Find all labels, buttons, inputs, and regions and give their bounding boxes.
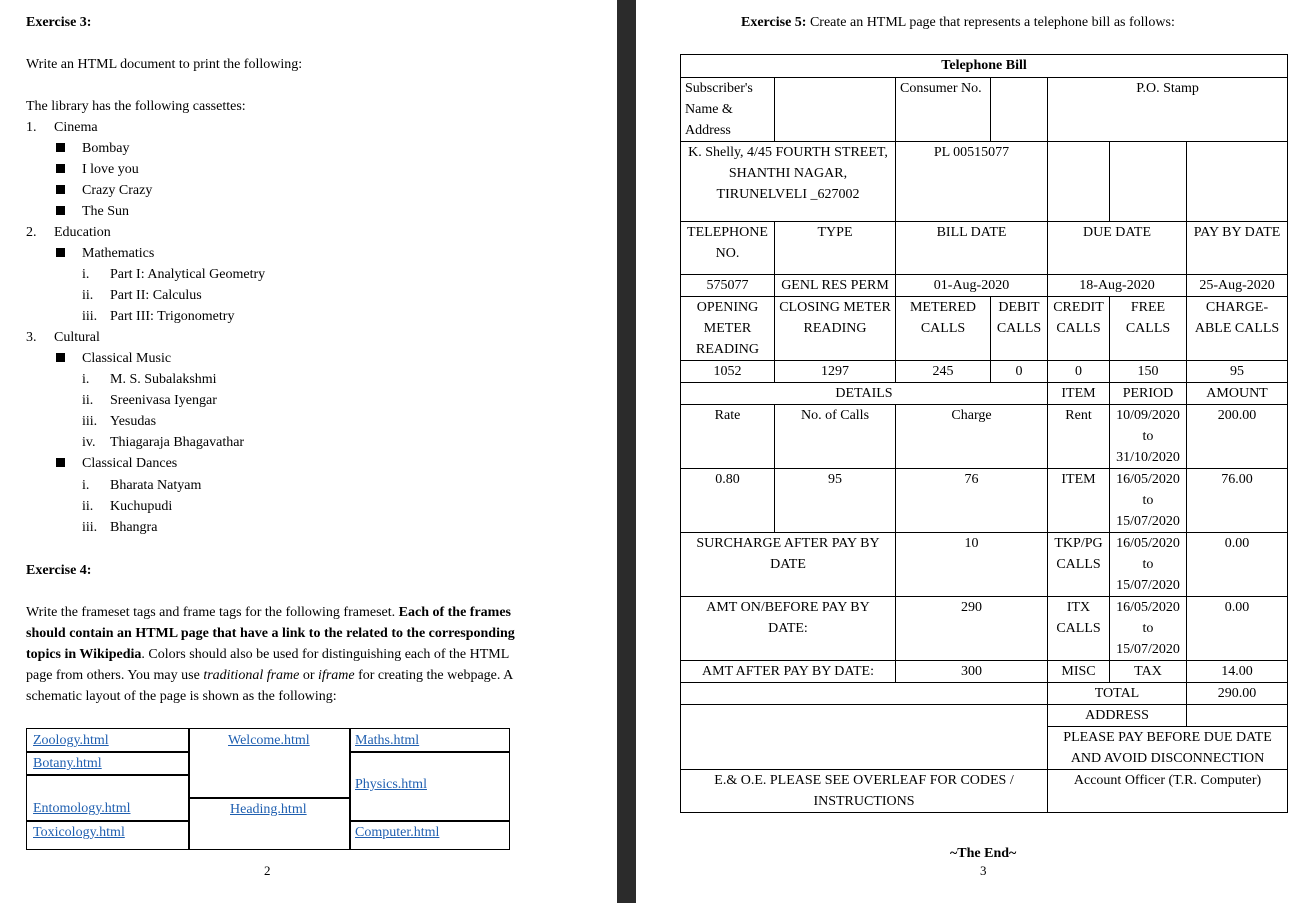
column-header: CREDIT CALLS — [1048, 297, 1110, 361]
eoe-notice: E.& O.E. PLEASE SEE OVERLEAF FOR CODES / INSTRUCTIONS — [681, 770, 1048, 813]
computer-link[interactable]: Computer.html — [355, 825, 440, 840]
the-end: ~The End~ — [950, 846, 1017, 861]
frame-divider — [188, 797, 349, 799]
roman-numeral: iii. — [82, 414, 98, 429]
list-number: 1. — [26, 120, 37, 135]
exercise-4-line: schematic layout of the page is shown as the following: — [26, 689, 337, 704]
charge-label: Charge — [896, 405, 1048, 469]
list-item: Bharata Natyam — [110, 478, 202, 493]
library-line: The library has the following cassettes: — [26, 99, 246, 114]
exercise-4-line: page from others. You may use traditional frame or iframe for creating the webpage. A — [26, 668, 514, 683]
botany-link[interactable]: Botany.html — [33, 756, 102, 771]
column-header: CLOSING METER READING — [775, 297, 896, 361]
column-header: PAY BY DATE — [1187, 222, 1288, 275]
list-item: I love you — [82, 162, 139, 177]
list-item: Part II: Calculus — [110, 288, 202, 303]
item-amount: 76.00 — [1187, 469, 1288, 533]
rent-amount: 200.00 — [1187, 405, 1288, 469]
empty-cell — [1110, 142, 1187, 222]
frame-divider — [27, 820, 188, 822]
exercise-4-line: Write the frameset tags and frame tags for the following frameset. Each of the frames — [26, 605, 512, 620]
list-item-cinema: Cinema — [54, 120, 98, 135]
maths-link[interactable]: Maths.html — [355, 733, 420, 748]
amt-after-value: 300 — [896, 661, 1048, 683]
amt-before-value: 290 — [896, 597, 1048, 661]
list-item-education: Education — [54, 225, 111, 240]
roman-numeral: ii. — [82, 499, 94, 514]
column-header: TELEPHONE NO. — [681, 222, 775, 275]
roman-numeral: iii. — [82, 309, 98, 324]
list-number: 3. — [26, 330, 37, 345]
rate-value: 0.80 — [681, 469, 775, 533]
details-header: DETAILS — [681, 383, 1048, 405]
empty-cell — [991, 78, 1048, 142]
roman-numeral: ii. — [82, 288, 94, 303]
bullet-square-icon — [56, 348, 65, 369]
metered-calls: 245 — [896, 361, 991, 383]
address-label: ADDRESS — [1048, 705, 1187, 727]
list-item-classical-dances: Classical Dances — [82, 456, 178, 471]
toxicology-link[interactable]: Toxicology.html — [33, 825, 125, 840]
charge-value: 76 — [896, 469, 1048, 533]
calls-value: 95 — [775, 469, 896, 533]
empty-cell — [1048, 142, 1110, 222]
list-number: 2. — [26, 225, 37, 240]
closing-reading: 1297 — [775, 361, 896, 383]
due-date: 18-Aug-2020 — [1048, 275, 1187, 297]
subscriber-address: K. Shelly, 4/45 FOURTH STREET, SHANTHI NAGAR, TIRUNELVELI _627002 — [681, 142, 896, 222]
roman-numeral: i. — [82, 267, 90, 282]
tax-label: TAX — [1110, 661, 1187, 683]
list-item: Thiagaraja Bhagavathar — [110, 435, 245, 450]
page-gutter — [617, 0, 636, 903]
item-period: 16/05/2020 to 15/07/2020 — [1110, 469, 1187, 533]
list-item: Bhangra — [110, 520, 158, 535]
frame-divider — [27, 751, 188, 753]
column-header: METERED CALLS — [896, 297, 991, 361]
account-officer: Account Officer (T.R. Computer) — [1048, 770, 1288, 813]
itx-amount: 0.00 — [1187, 597, 1288, 661]
page-number: 3 — [980, 863, 987, 878]
empty-cell — [1187, 705, 1288, 727]
list-item: Part I: Analytical Geometry — [110, 267, 266, 282]
list-item: Part III: Trigonometry — [110, 309, 235, 324]
roman-numeral: i. — [82, 478, 90, 493]
bill-date: 01-Aug-2020 — [896, 275, 1048, 297]
frame-divider — [188, 729, 190, 849]
exercise-3-instruction: Write an HTML document to print the following: — [26, 57, 303, 72]
physics-link[interactable]: Physics.html — [355, 777, 427, 792]
empty-cell — [681, 683, 1048, 705]
roman-numeral: iii. — [82, 520, 98, 535]
column-header: OPENING METER READING — [681, 297, 775, 361]
zoology-link[interactable]: Zoology.html — [33, 733, 109, 748]
amt-after-label: AMT AFTER PAY BY DATE: — [681, 661, 896, 683]
empty-cell — [681, 705, 1048, 770]
free-calls: 150 — [1110, 361, 1187, 383]
chargeable-calls: 95 — [1187, 361, 1288, 383]
tkp-amount: 0.00 — [1187, 533, 1288, 597]
column-header: DUE DATE — [1048, 222, 1187, 275]
bullet-square-icon — [56, 180, 65, 201]
exercise-4-line: should contain an HTML page that have a link to the related to the corresponding — [26, 626, 515, 641]
amt-before-label: AMT ON/BEFORE PAY BY DATE: — [681, 597, 896, 661]
consumer-label: Consumer No. — [896, 78, 991, 142]
itx-period: 16/05/2020 to 15/07/2020 — [1110, 597, 1187, 661]
consumer-number: PL 00515077 — [896, 142, 1048, 222]
column-header: CHARGE- ABLE CALLS — [1187, 297, 1288, 361]
left-page — [0, 0, 617, 903]
column-header: DEBIT CALLS — [991, 297, 1048, 361]
tax-amount: 14.00 — [1187, 661, 1288, 683]
rent-item: Rent — [1048, 405, 1110, 469]
po-stamp-label: P.O. Stamp — [1048, 78, 1288, 142]
item-header: ITEM — [1048, 383, 1110, 405]
column-header: FREE CALLS — [1110, 297, 1187, 361]
bullet-square-icon — [56, 138, 65, 159]
frame-divider — [349, 729, 351, 849]
opening-reading: 1052 — [681, 361, 775, 383]
subscriber-label: Subscriber's Name & Address — [681, 78, 775, 142]
list-item: Kuchupudi — [110, 499, 173, 514]
surcharge-label: SURCHARGE AFTER PAY BY DATE — [681, 533, 896, 597]
column-header: TYPE — [775, 222, 896, 275]
roman-numeral: iv. — [82, 435, 96, 450]
item-label: ITEM — [1048, 469, 1110, 533]
list-item: The Sun — [82, 204, 130, 219]
tkp-period: 16/05/2020 to 15/07/2020 — [1110, 533, 1187, 597]
bullet-square-icon — [56, 453, 65, 474]
misc-item: MISC — [1048, 661, 1110, 683]
list-item-classical-music: Classical Music — [82, 351, 172, 366]
rate-label: Rate — [681, 405, 775, 469]
surcharge-value: 10 — [896, 533, 1048, 597]
bullet-square-icon — [56, 201, 65, 222]
pay-by-date: 25-Aug-2020 — [1187, 275, 1288, 297]
period-header: PERIOD — [1110, 383, 1187, 405]
frame-divider — [27, 774, 188, 776]
telephone-number: 575077 — [681, 275, 775, 297]
heading-link[interactable]: Heading.html — [230, 802, 307, 817]
entomology-link[interactable]: Entomology.html — [33, 801, 131, 816]
debit-calls: 0 — [991, 361, 1048, 383]
list-item: Sreenivasa Iyengar — [110, 393, 217, 408]
empty-cell — [1187, 142, 1288, 222]
rent-period: 10/09/2020 to 31/10/2020 — [1110, 405, 1187, 469]
bullet-square-icon — [56, 159, 65, 180]
list-item-cultural: Cultural — [54, 330, 100, 345]
frame-divider — [349, 820, 509, 822]
exercise-3-title: Exercise 3: — [26, 15, 92, 30]
roman-numeral: ii. — [82, 393, 94, 408]
total-label: TOTAL — [1048, 683, 1187, 705]
list-item-mathematics: Mathematics — [82, 246, 155, 261]
column-header: BILL DATE — [896, 222, 1048, 275]
welcome-link[interactable]: Welcome.html — [228, 733, 310, 748]
exercise-4-line: topics in Wikipedia. Colors should also be used for distinguishing each of the HTML — [26, 647, 510, 662]
calls-label: No. of Calls — [775, 405, 896, 469]
empty-cell — [775, 78, 896, 142]
total-amount: 290.00 — [1187, 683, 1288, 705]
list-item: Crazy Crazy — [82, 183, 153, 198]
list-item: Yesudas — [110, 414, 157, 429]
itx-item: ITX CALLS — [1048, 597, 1110, 661]
bullet-square-icon — [56, 243, 65, 264]
amount-header: AMOUNT — [1187, 383, 1288, 405]
please-pay-notice: PLEASE PAY BEFORE DUE DATE AND AVOID DISCONNECTION — [1048, 727, 1288, 770]
bill-type: GENL RES PERM — [775, 275, 896, 297]
telephone-bill-table — [680, 54, 1288, 813]
exercise-4-title: Exercise 4: — [26, 563, 92, 578]
list-item: Bombay — [82, 141, 130, 156]
credit-calls: 0 — [1048, 361, 1110, 383]
tkp-item: TKP/PG CALLS — [1048, 533, 1110, 597]
bill-title: Telephone Bill — [681, 55, 1288, 78]
exercise-5-heading: Exercise 5: Create an HTML page that represents a telephone bill as follows: — [741, 15, 1175, 30]
list-item: M. S. Subalakshmi — [110, 372, 217, 387]
frame-divider — [349, 751, 509, 753]
page-number: 2 — [264, 863, 271, 878]
roman-numeral: i. — [82, 372, 90, 387]
